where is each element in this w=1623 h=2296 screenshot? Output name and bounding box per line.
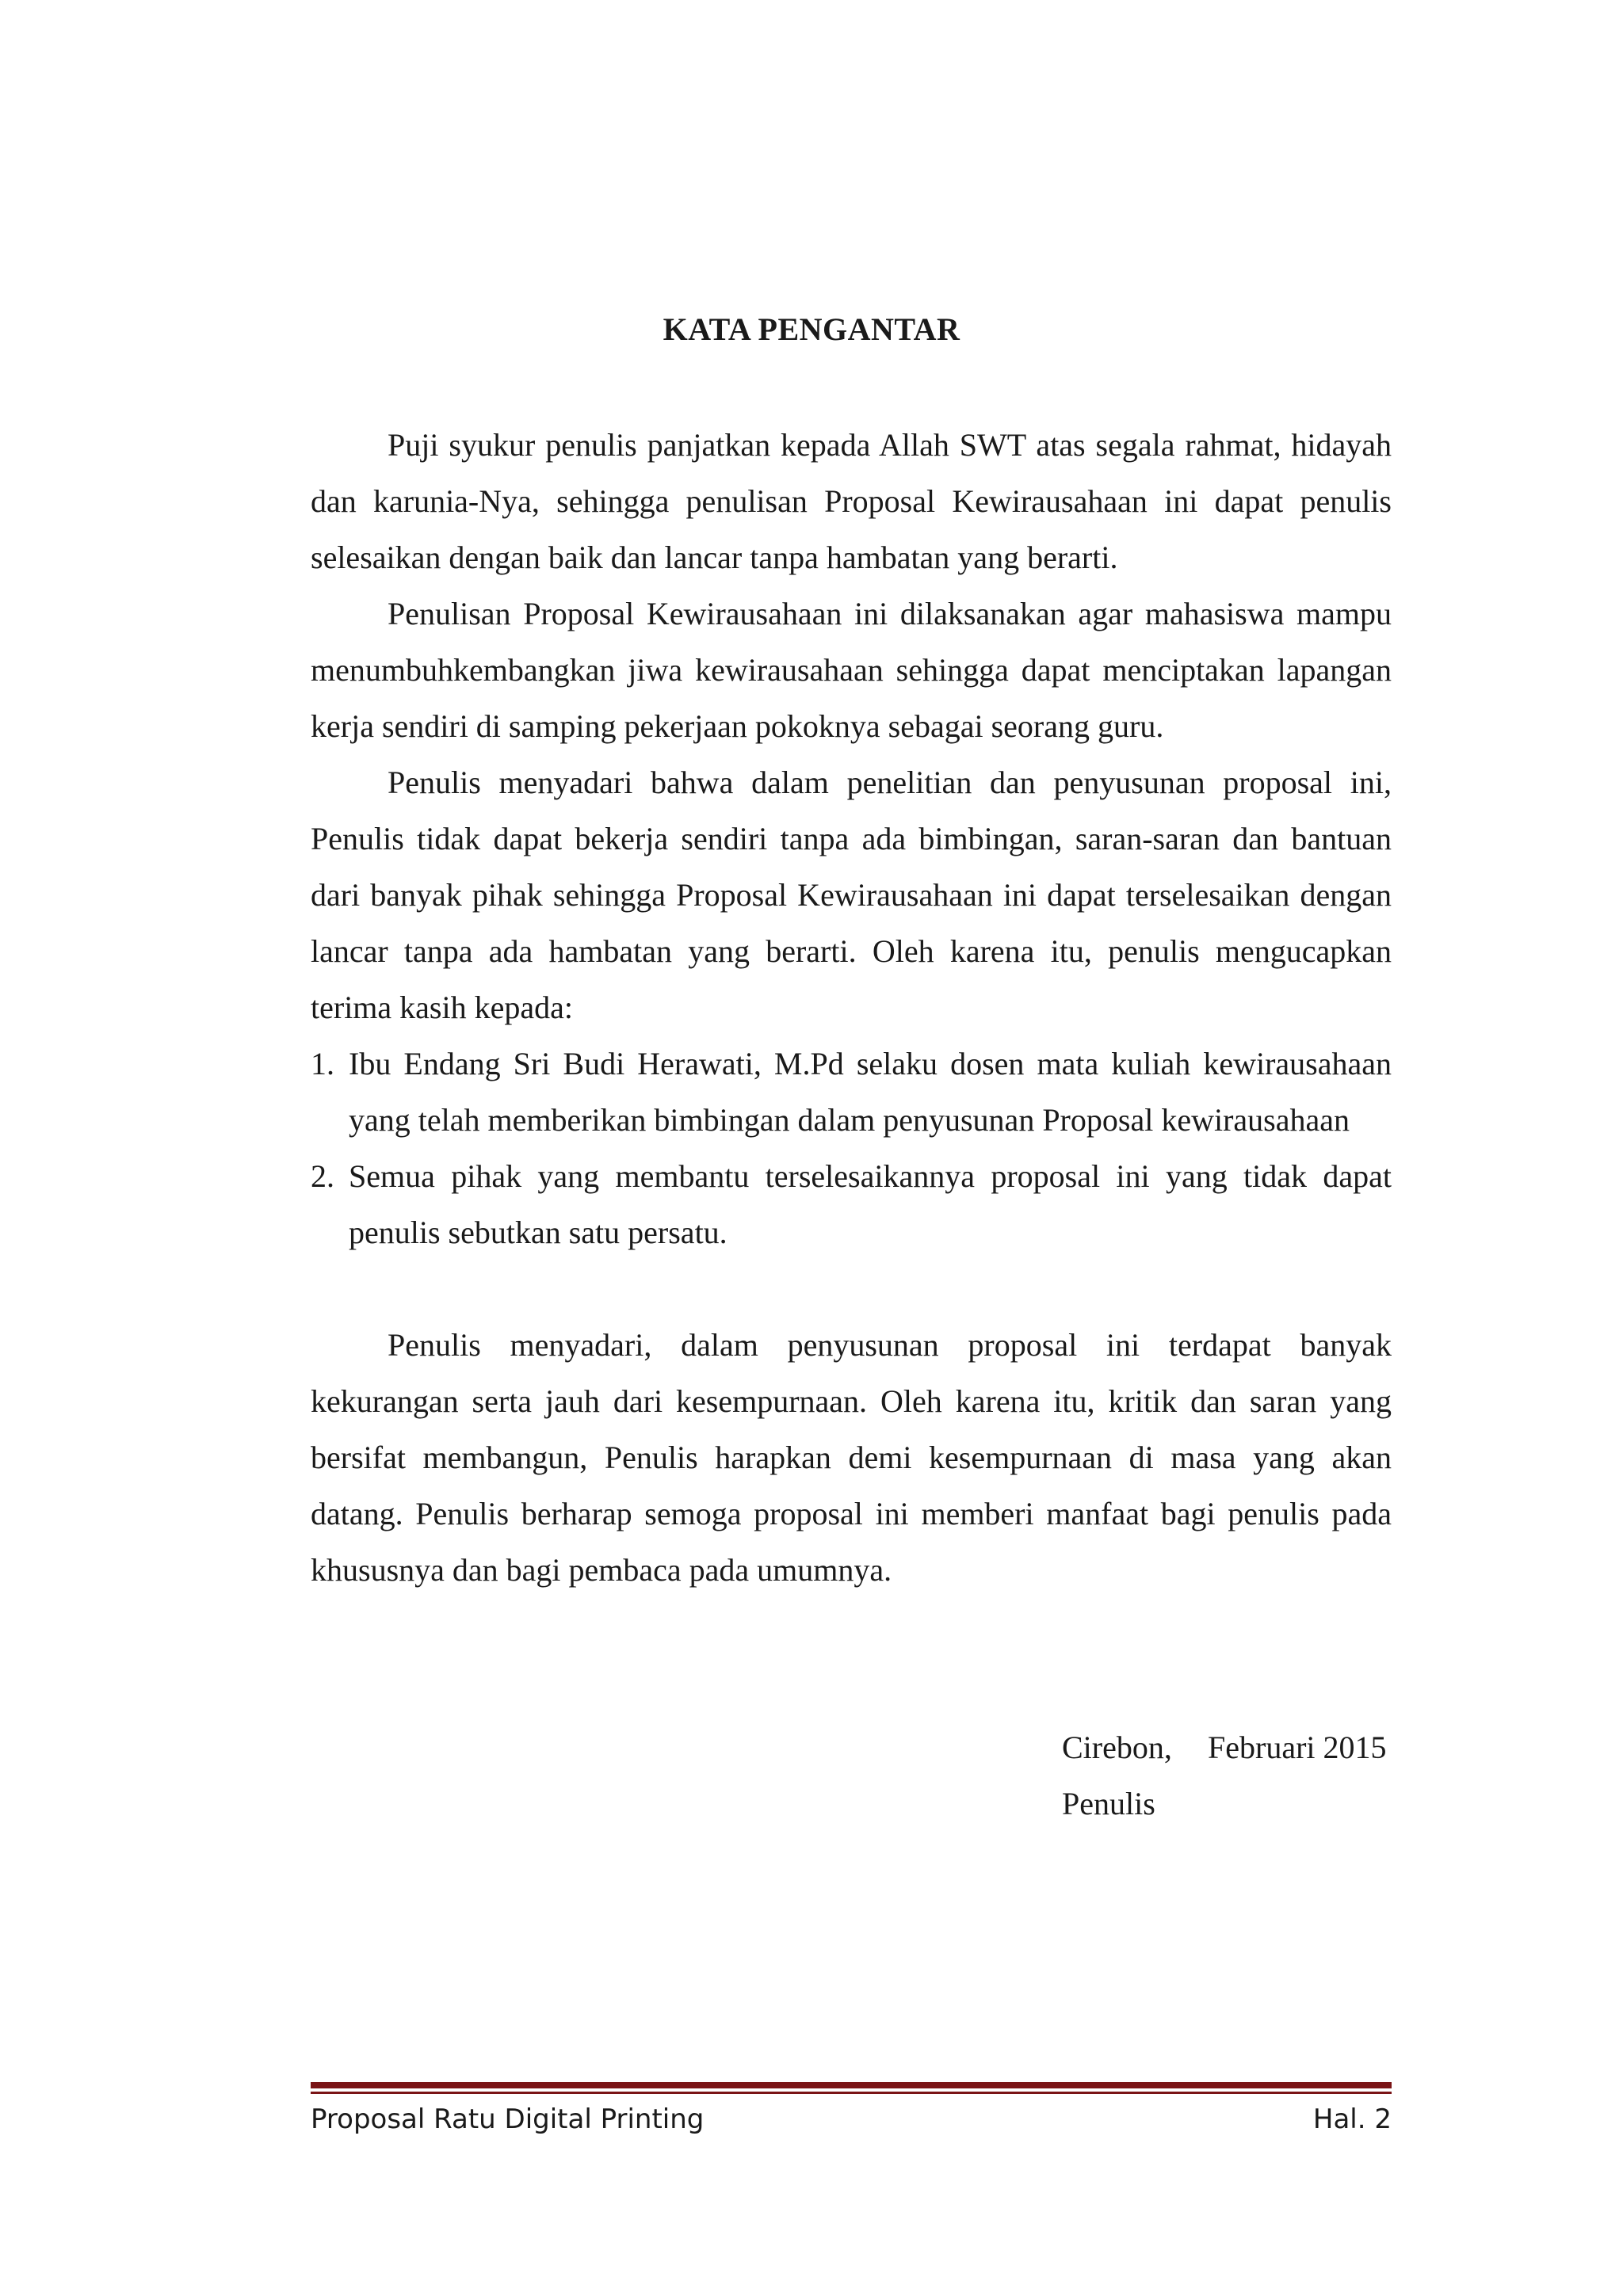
footer-page-number: Hal. 2 (1312, 2103, 1392, 2135)
paragraph-closing: Penulis menyadari, dalam penyusunan proposal ini terdapat banyak kekurangan serta jauh dari kesempurnaan. Oleh karena itu, kritik dan saran yang bersifat membangun, Penulis harapkan demi kesempurnaan di masa yang akan datang. Penulis berharap semoga proposal ini memberi manfaat bagi penulis pada khususnya dan bagi pembaca pada umumnya. (311, 1327, 1392, 1588)
footer-rule-thin (311, 2092, 1392, 2094)
footer-document-title: Proposal Ratu Digital Printing (311, 2103, 705, 2135)
paragraph-acknowledgement: Penulis menyadari bahwa dalam penelitian dan penyusunan proposal ini, Penulis tidak dapat bekerja sendiri tanpa ada bimbingan, saran-saran dan bantuan dari banyak pihak sehingga Proposal Kewirausahaan ini dapat terselesaikan dengan lancar tanpa ada hambatan yang berarti. Oleh karena itu, penulis mengucapkan terima kasih kepada: (311, 765, 1392, 1025)
list-item-number: 2. (311, 1158, 334, 1194)
thanks-list (311, 1035, 1392, 1261)
page-footer (311, 2100, 1392, 2139)
signature-signer: Penulis (1062, 1786, 1155, 1821)
signature-place: Cirebon, (1062, 1730, 1172, 1765)
paragraph-spacer (311, 1261, 1392, 1317)
list-item (311, 1148, 1392, 1261)
paragraph-opening: Puji syukur penulis panjatkan kepada Allah SWT atas segala rahmat, hidayah dan karunia-Nya, sehingga penulisan Proposal Kewirausahaan ini dapat penulis selesaikan dengan baik dan lancar tanpa hambatan yang berarti. (311, 427, 1392, 575)
page-title: KATA PENGANTAR (663, 311, 960, 347)
signature-date-line (1062, 1719, 1387, 1775)
document-body (311, 417, 1392, 1598)
list-item-number: 1. (311, 1046, 334, 1081)
signature-date: Februari 2015 (1208, 1730, 1387, 1765)
footer-rule (311, 2082, 1392, 2088)
list-item-text: Semua pihak yang membantu terselesaikannya proposal ini yang tidak dapat penulis sebutkan satu persatu. (349, 1158, 1392, 1250)
list-item-text: Ibu Endang Sri Budi Herawati, M.Pd selaku dosen mata kuliah kewirausahaan yang telah memberikan bimbingan dalam penyusunan Proposal kewirausahaan (349, 1046, 1392, 1138)
paragraph-purpose: Penulisan Proposal Kewirausahaan ini dilaksanakan agar mahasiswa mampu menumbuhkembangkan jiwa kewirausahaan sehingga dapat menciptakan lapangan kerja sendiri di samping pekerjaan pokoknya sebagai seorang guru. (311, 596, 1392, 744)
list-item (311, 1035, 1392, 1148)
signature-block (1062, 1719, 1387, 1832)
